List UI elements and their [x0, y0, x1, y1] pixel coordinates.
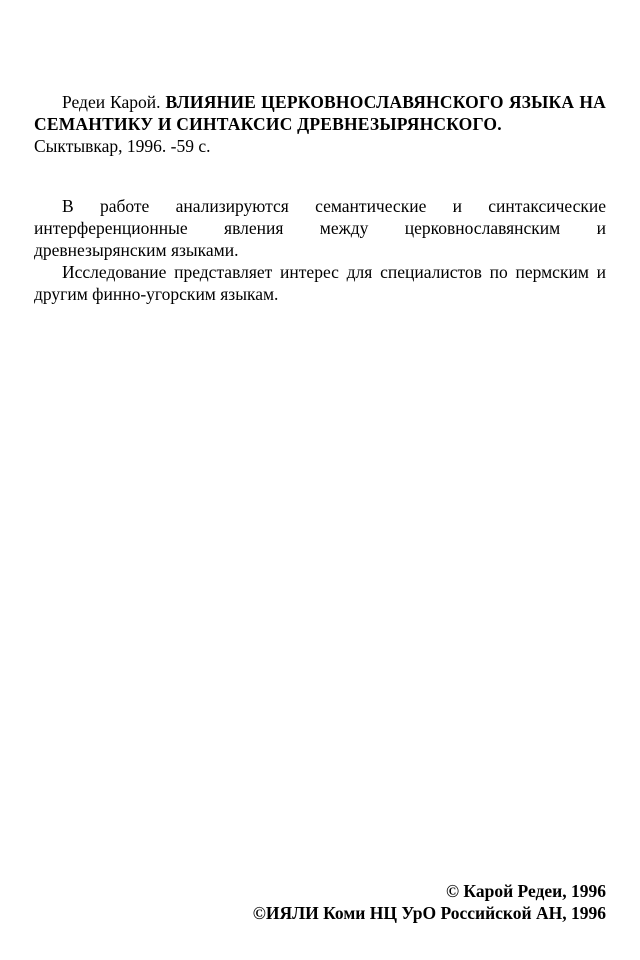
abstract-paragraph: В работе анализируются семантические и синтаксические интерференционные явления между церковнославянским и древнезырянским языками. — [34, 196, 606, 260]
abstract — [34, 195, 606, 305]
citation-author: Редеи Карой. — [62, 92, 161, 112]
citation-title: ВЛИЯНИЕ ЦЕРКОВНОСЛАВЯНСКОГО ЯЗЫКА НА СЕМАНТИКУ И СИНТАКСИС ДРЕВНЕЗЫРЯНСКОГО. — [34, 92, 606, 134]
copyright-block — [253, 880, 606, 924]
abstract-paragraph: Исследование представляет интерес для специалистов по пермским и другим финно-угорским языкам. — [34, 262, 606, 304]
copyright-author-line: © Карой Редеи, 1996 — [445, 881, 606, 901]
copyright-institution-line: ©ИЯЛИ Коми НЦ УрО Российской АН, 1996 — [252, 903, 606, 923]
citation-imprint: Сыктывкар, 1996. -59 с. — [34, 136, 211, 156]
bibliographic-citation — [34, 91, 606, 157]
